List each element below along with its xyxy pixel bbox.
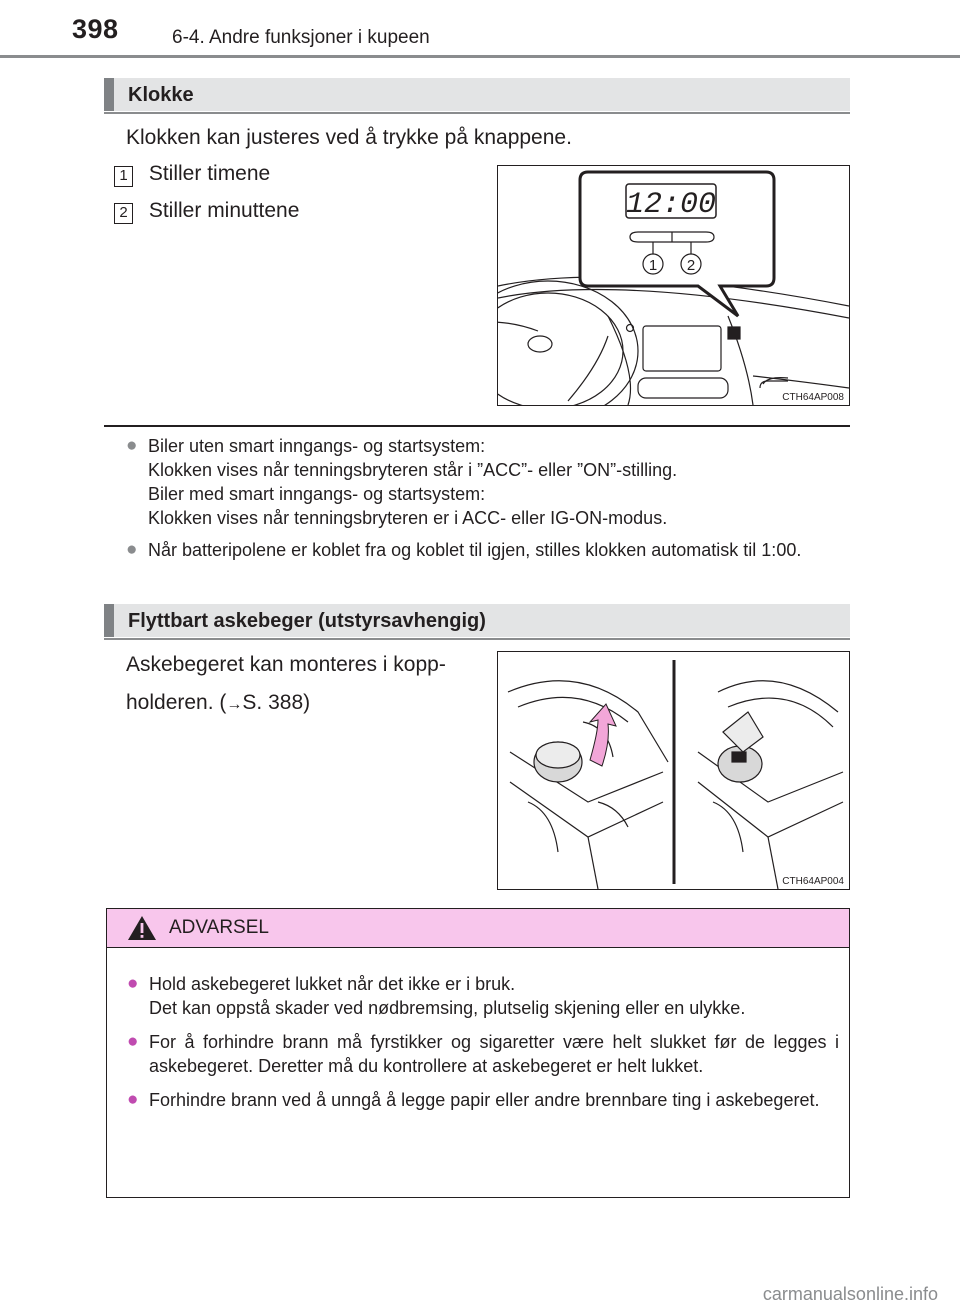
clock-item-minutes: [114, 197, 299, 225]
open-direction-arrow: [590, 704, 616, 766]
bullet-icon: ●: [127, 1031, 139, 1052]
callout-label-1: 1: [648, 257, 658, 274]
page-number: 398: [72, 14, 119, 44]
header-rule: [0, 55, 960, 58]
bullet-icon: ●: [127, 1089, 139, 1110]
ashtray-figure: [497, 651, 850, 890]
clock-item-label: Stiller minuttene: [148, 199, 300, 222]
figure-code: CTH64AP004: [782, 876, 844, 887]
ashtray-text: [126, 646, 446, 724]
note-line: Biler med smart inngangs- og startsystem:: [148, 484, 486, 504]
bullet-icon: ●: [126, 435, 138, 456]
clock-item-hours: [114, 160, 270, 188]
warning-line: Det kan oppstå skader ved nødbremsing, plutselig skjening eller en ulykke.: [149, 998, 746, 1018]
clock-intro: Klokken kan justeres ved å trykke på knappene.: [126, 126, 572, 149]
callout-number-2: 2: [114, 203, 133, 224]
warning-box: [106, 908, 850, 1198]
ashtray-text-line: [126, 684, 446, 724]
note-line: Klokken vises når tenningsbryteren står i ”ACC”- eller ”ON”-stilling.: [148, 460, 678, 480]
ashtray-illustration: [498, 652, 849, 889]
ashtray-text-line: Askebegeret kan monteres i kopp-: [126, 653, 446, 676]
watermark: carmanualsonline.info: [762, 1284, 938, 1304]
clock-item-label: Stiller timene: [148, 162, 271, 185]
clock-figure: [497, 165, 850, 406]
bullet-icon: ●: [127, 973, 139, 994]
warning-icon: [127, 915, 157, 941]
section-heading-ashtray: Flyttbart askebeger (utstyrsavhengig): [104, 604, 850, 637]
bullet-icon: ●: [126, 539, 138, 560]
warning-body: [107, 948, 849, 1112]
warning-line: Forhindre brann ved å unngå å legge papir eller andre brennbare ting i askebegeret.: [149, 1090, 820, 1110]
figure-code: CTH64AP008: [782, 392, 844, 403]
note-line: Når batteripolene er koblet fra og koblet til igjen, stilles klokken automatisk til 1:00.: [148, 540, 802, 560]
clock-display-text: 12:00: [625, 188, 717, 222]
note-line: Biler uten smart inngangs- og startsystem:: [148, 436, 486, 456]
note-item: [126, 538, 850, 562]
callout-number-1: 1: [114, 166, 133, 187]
chapter-title: 6-4. Andre funksjoner i kupeen: [172, 27, 430, 48]
warning-header: [107, 909, 849, 948]
warning-line: For å forhindre brann må fyrstikker og sigaretter være helt slukket før de legges i askebegeret. Deretter må du kontrollere at askebegeret er helt lukket.: [149, 1032, 839, 1076]
note-item: [126, 434, 850, 530]
section-heading-clock: Klokke: [104, 78, 850, 111]
warning-item: [127, 1088, 839, 1112]
warning-item: [127, 1030, 839, 1078]
callout-label-2: 2: [686, 257, 696, 274]
warning-line: Hold askebegeret lukket når det ikke er i bruk.: [149, 974, 516, 994]
section-divider: [104, 425, 850, 427]
page-reference-link[interactable]: S. 388): [242, 691, 311, 714]
warning-title: ADVARSEL: [169, 917, 269, 938]
warning-item: [127, 972, 839, 1020]
note-line: Klokken vises når tenningsbryteren er i ACC- eller IG-ON-modus.: [148, 508, 668, 528]
ashtray-text-prefix: holderen. (: [126, 691, 227, 714]
dashboard-clock-illustration: [498, 166, 849, 405]
reference-arrow-icon: →: [226, 696, 243, 713]
clock-notes: [126, 434, 850, 562]
